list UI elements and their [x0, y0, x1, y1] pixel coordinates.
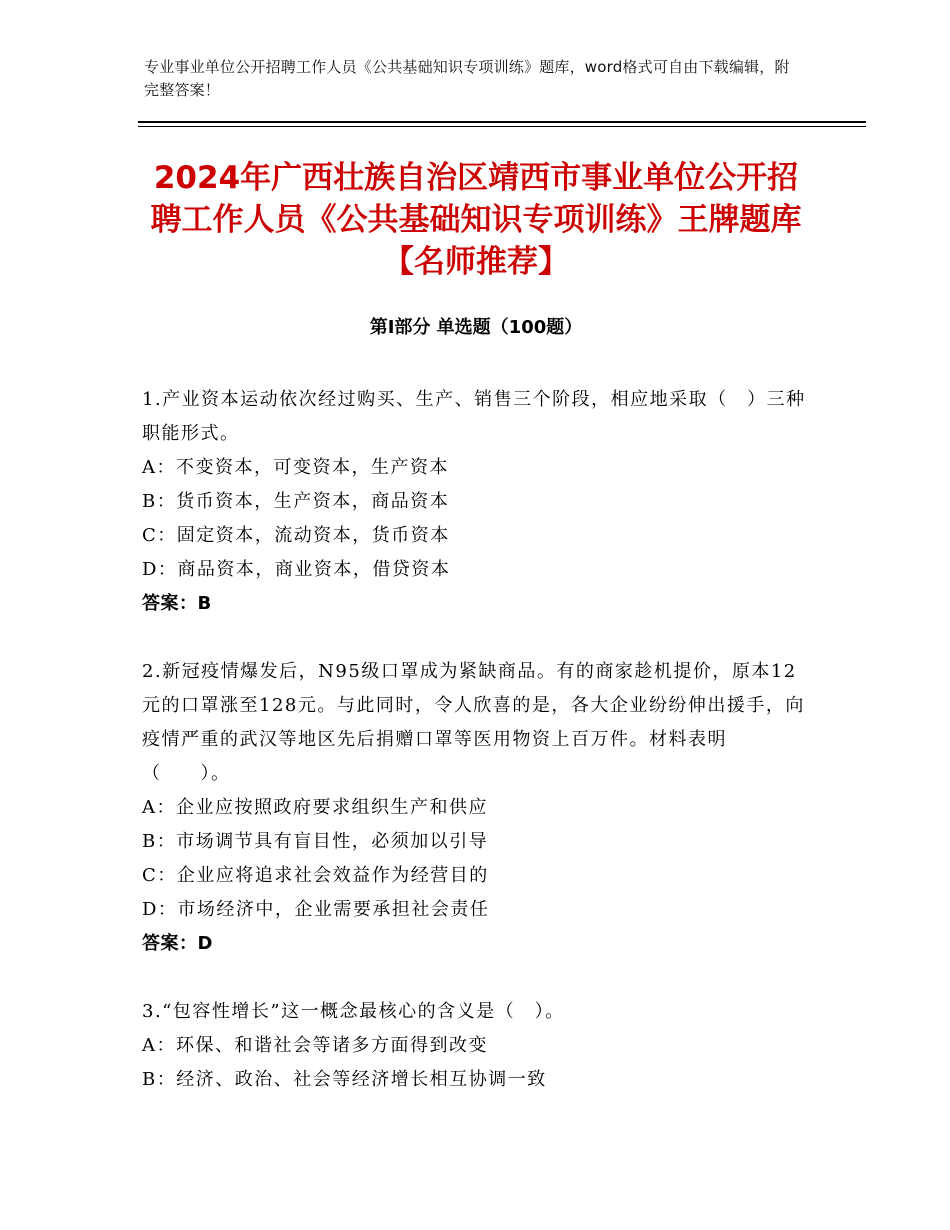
option-c: C：固定资本，流动资本，货币资本: [142, 525, 450, 546]
question-stem: 1.产业资本运动依次经过购买、生产、销售三个阶段，相应地采取（ ）三种职能形式。: [142, 389, 806, 444]
option-d: D：商品资本，商业资本，借贷资本: [142, 559, 451, 580]
question-1: [142, 383, 812, 621]
header-rule-thin: [138, 126, 866, 127]
question-2: [142, 655, 812, 961]
option-b: B：货币资本，生产资本，商品资本: [142, 491, 450, 512]
question-3: [142, 995, 812, 1097]
option-a: A：不变资本，可变资本，生产资本: [142, 457, 449, 478]
option-a: A：企业应按照政府要求组织生产和供应: [142, 797, 488, 818]
document-title: 2024年广西壮族自治区靖西市事业单位公开招聘工作人员《公共基础知识专项训练》王牌题库【名师推荐】: [150, 160, 802, 280]
option-a: A：环保、和谐社会等诸多方面得到改变: [142, 1035, 488, 1056]
option-d: D：市场经济中，企业需要承担社会责任: [142, 899, 490, 920]
header-note: 专业事业单位公开招聘工作人员《公共基础知识专项训练》题库，word格式可自由下载编辑，附完整答案！: [144, 58, 790, 99]
section-title: 第Ⅰ部分 单选题（100题）: [369, 317, 583, 338]
question-stem: 2.新冠疫情爆发后，N95级口罩成为紧缺商品。有的商家趁机提价，原本12元的口罩涨至128元。与此同时，令人欣喜的是，各大企业纷纷伸出援手，向疫情严重的武汉等地区先后捐赠口罩等医用物资上百万件。材料表明（ ）。: [142, 661, 805, 784]
option-c: C：企业应将追求社会效益作为经营目的: [142, 865, 489, 886]
option-b: B：市场调节具有盲目性，必须加以引导: [142, 831, 489, 852]
header-rule-thick: [138, 121, 866, 123]
question-stem: 3.“包容性增长”这一概念最核心的含义是（ ）。: [142, 1001, 565, 1022]
answer: 答案：D: [142, 933, 213, 954]
answer: 答案：B: [142, 593, 212, 614]
option-b: B：经济、政治、社会等经济增长相互协调一致: [142, 1069, 547, 1090]
question-list: [142, 383, 812, 1131]
